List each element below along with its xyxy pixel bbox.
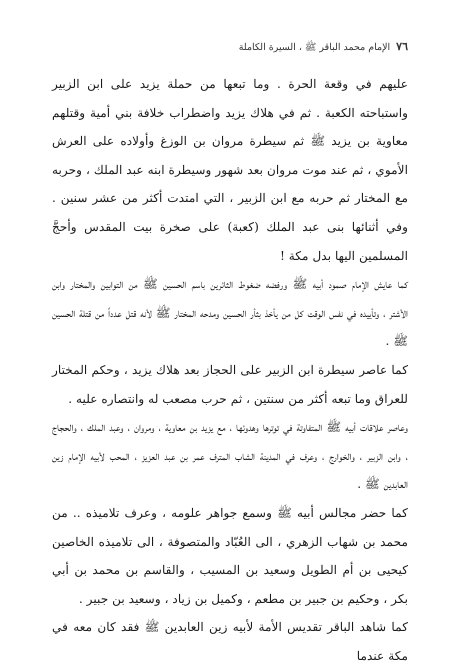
book-page <box>52 40 408 670</box>
paragraph: كما عاصر سيطرة ابن الزبير على الحجاز بعد هلاك يزيد ، وحكم المختار للعراق وما تبعه أكثر من سنتين ، ثم حرب مصعب له وانتصاره عليه . <box>52 362 408 406</box>
running-title: الإمام محمد الباقر ﷺ ، السيرة الكاملة <box>238 42 391 53</box>
paragraph: عليهم في وقعة الحرة . وما تبعها من حملة يزيد على ابن الزبير واستباحته الكعبة . ثم في هلاك يزيد واضطراب خلافة بني أمية وقتلهم معاوية بن يزيد ﷺ ثم سيطرة مروان بن الوزغ وأولاده على العرش الأموي ، ثم عند موت مروان بعد شهور وسيطرة ابنه عبد الملك ، وحربه مع المختار ثم حربه مع ابن الزبير ، التي امتدت أكثر من عشر سنين . وفي أثنائها بنى عبد الملك (كعبة) على صخرة بيت المقدس وأحجَّ المسلمين اليها بدل مكة ! <box>52 77 408 263</box>
page-body <box>52 70 408 670</box>
paragraph: كما حضر مجالس أبيه ﷺ وسمع جواهر علومه ، وعرف تلاميذه .. من محمد بن شهاب الزهري ، الى العُبّاد والمتصوفة ، الى تلاميذه الخاصين كيحيى بن أم الطويل وسعيد بن المسيب ، والقاسم بن محمد بن أبي بكر ، وحكيم بن جبير بن مطعم ، وكميل بن زياد ، وسعيد بن جبير . <box>52 505 408 606</box>
paragraph: كما عايش الإمام صمود أبيه ﷺ ورفضه ضغوط الثائرين باسم الحسين ﷺ من التوابين والمختار وابن الأشتر ، وتأييده في نفس الوقت كل من يأخذ بثأر الحسين ومدحه المختار ﷺ لأنه قتل عدداً من قتلة الحسين ﷺ . <box>52 277 408 349</box>
paragraph: كما شاهد الباقر تقديس الأمة لأبيه زين العابدين ﷺ فقد كان معه في مكة عندما <box>52 620 408 663</box>
page-number: ٧٦ <box>396 40 408 53</box>
page-header <box>52 40 408 60</box>
paragraph: وعاصر علاقات أبيه ﷺ المتفاوتة في توترها وهدوئها ، مع يزيد بن معاوية ، ومروان ، وعبد الملك ، والحجاج ، وابن الزبير ، والخوارج ، وعرف في المدينة الشاب المترف عمر بن عبد العزيز ، المحب لأبيه الإمام زين العابدين ﷺ . <box>52 420 408 492</box>
